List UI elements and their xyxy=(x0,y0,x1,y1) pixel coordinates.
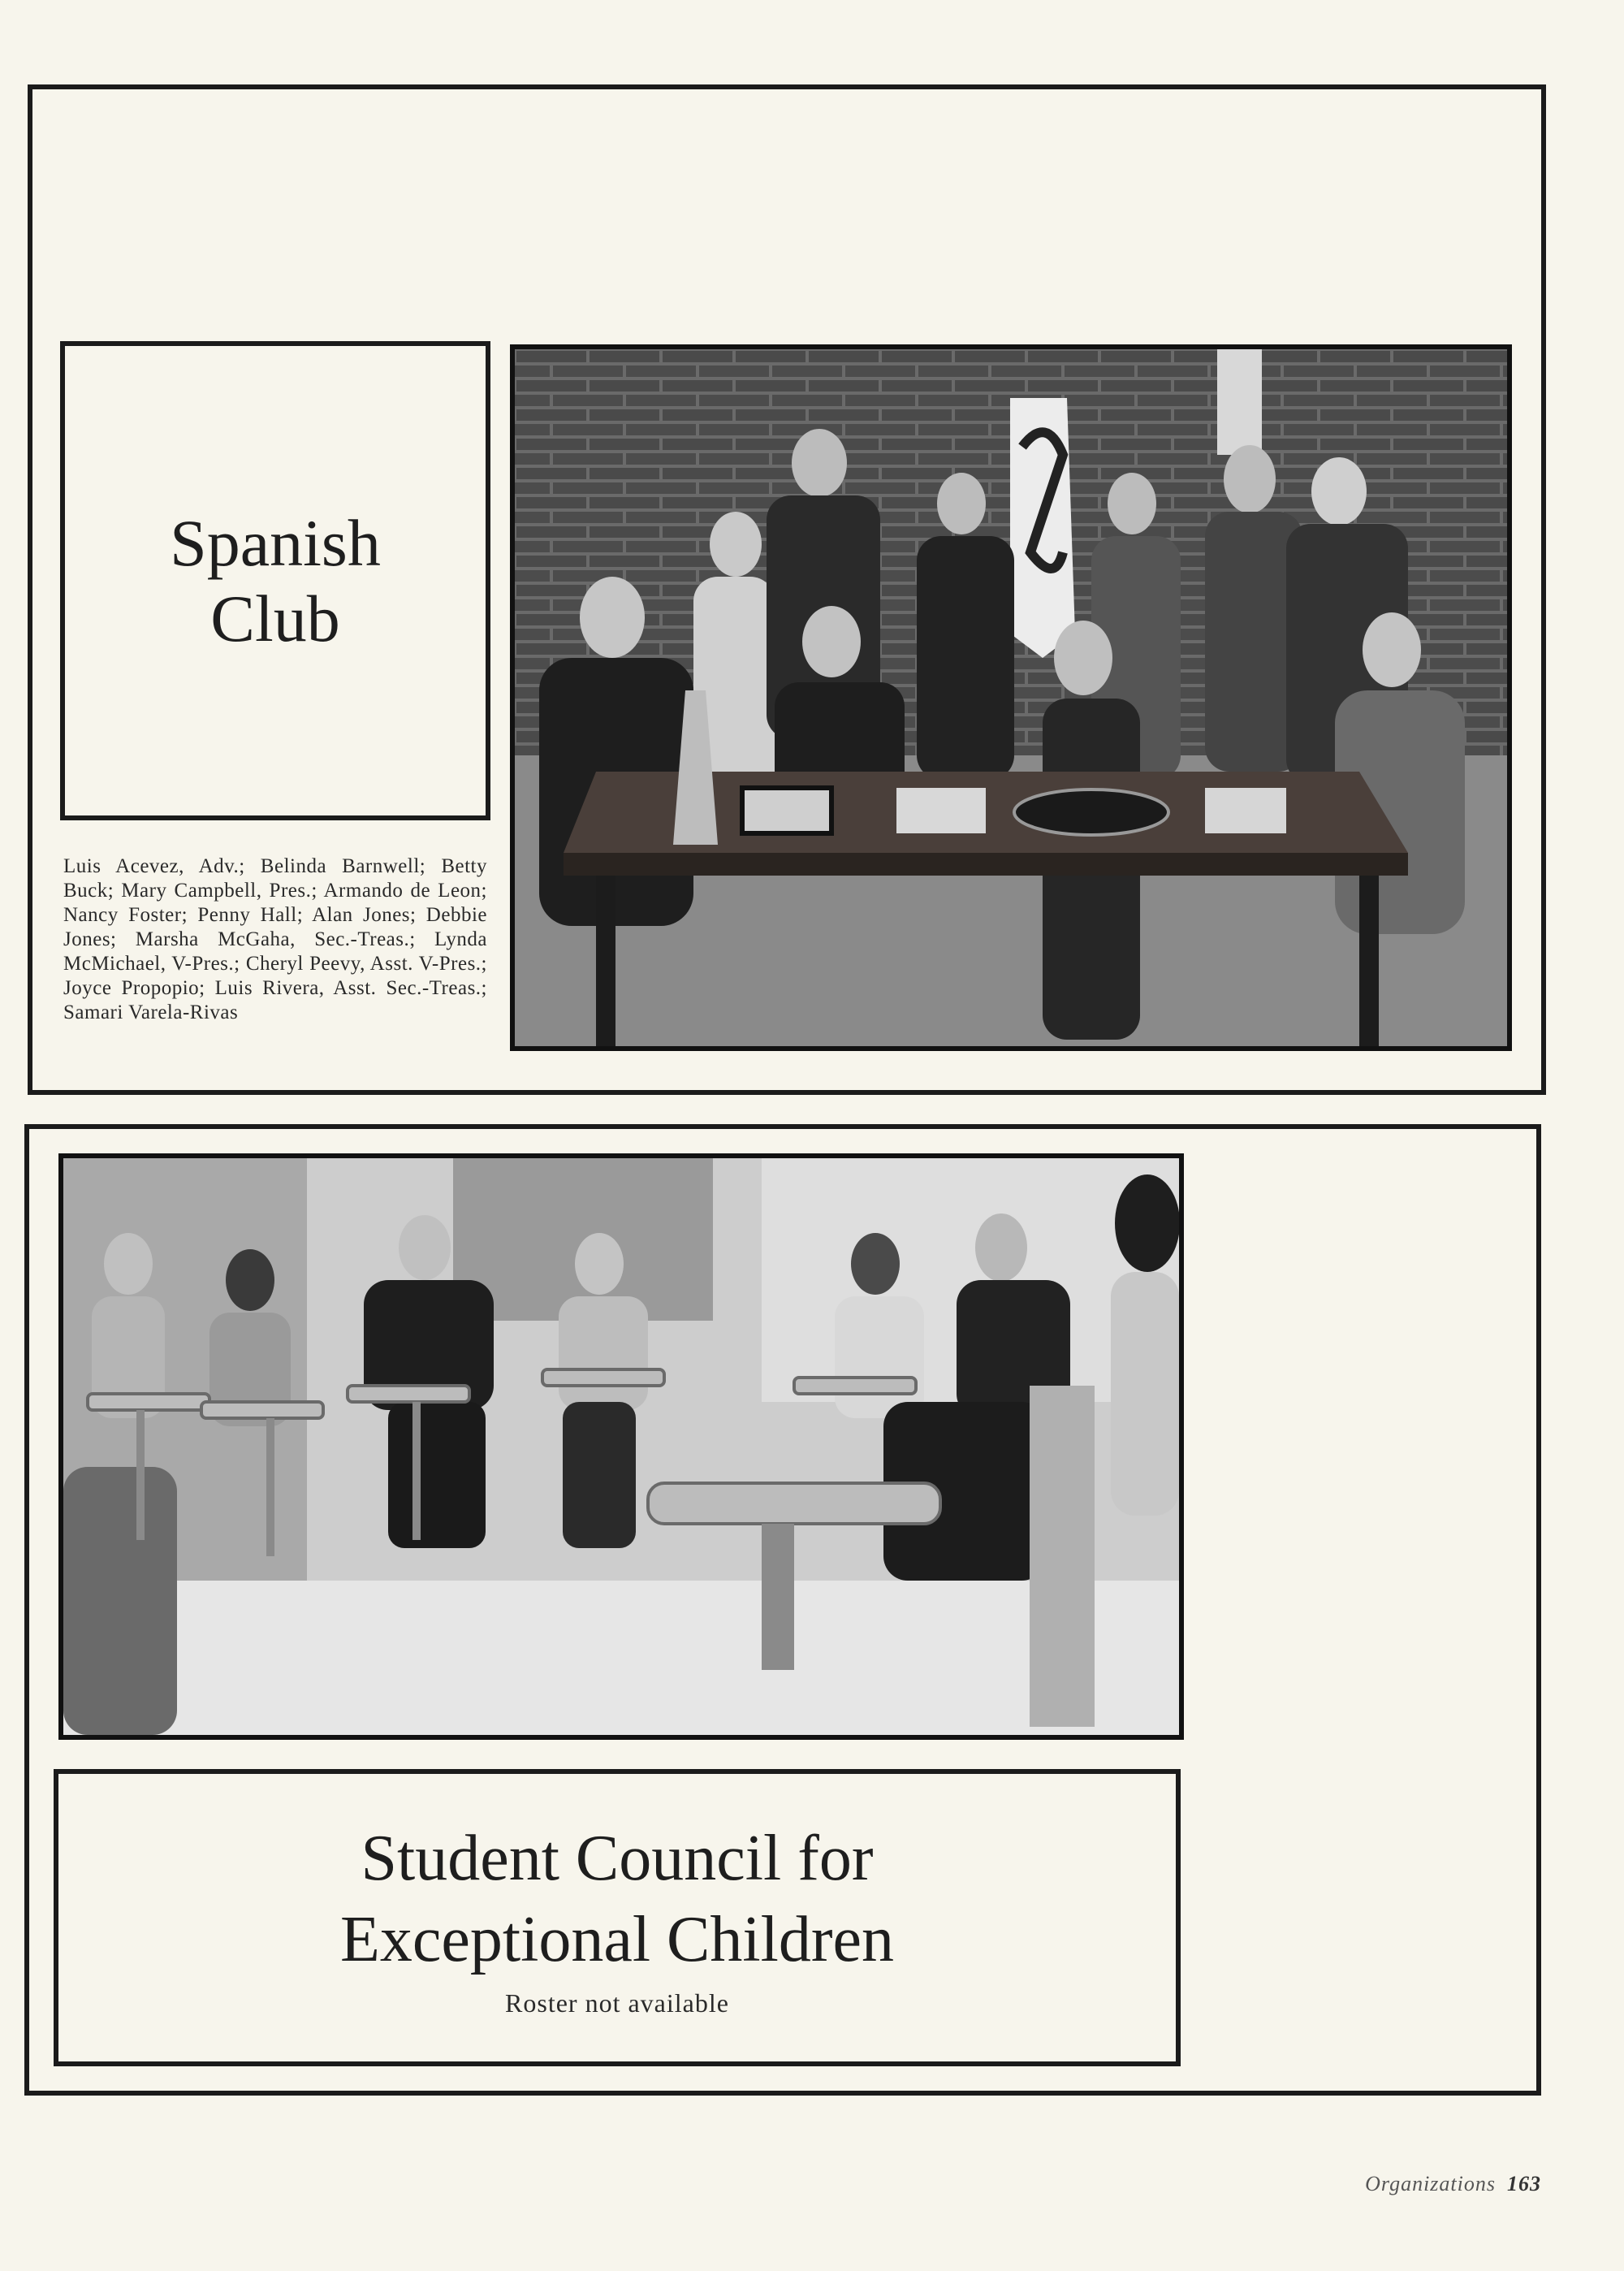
cec-title-line1: Student Council for xyxy=(361,1822,874,1894)
section-name: Organizations xyxy=(1365,2172,1496,2195)
spanish-club-roster: Luis Acevez, Adv.; Belinda Barnwell; Betty Buck; Mary Campbell, Pres.; Armando de Leon; Nancy Foster; Penny Hall; Alan Jones; Debbie Jones; Marsha McGaha, Sec.-Treas.; Lynda McMichael, V-Pres.; Cheryl Peevy, Asst. V-Pres.; Joyce Propopio; Luis Rivera, Asst. Sec.-Treas.; Samari Varela-Rivas xyxy=(63,855,487,1023)
cec-title-box xyxy=(54,1769,1181,2066)
spanish-club-title xyxy=(170,505,381,657)
cec-title-line2: Exceptional Children xyxy=(339,1903,895,1975)
spanish-club-photo xyxy=(510,344,1512,1051)
cec-title xyxy=(340,1818,894,1980)
page-footer xyxy=(1365,2172,1541,2196)
cec-classroom-photo xyxy=(58,1153,1184,1740)
spanish-club-title-line2: Club xyxy=(210,582,340,655)
page-number: 163 xyxy=(1507,2172,1541,2195)
spanish-club-title-line1: Spanish xyxy=(170,505,381,580)
spanish-club-title-box xyxy=(60,341,490,820)
cec-roster-note: Roster not available xyxy=(505,1988,729,2018)
